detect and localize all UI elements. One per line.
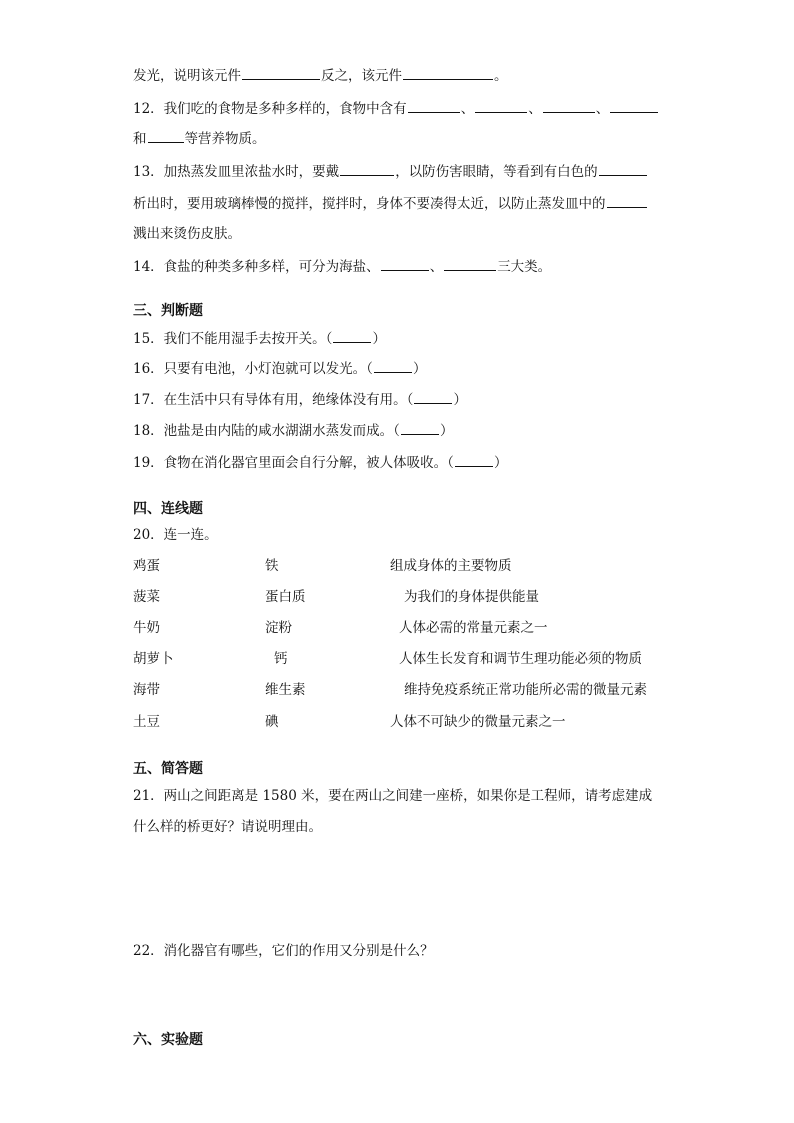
q12-blank-5[interactable] bbox=[148, 129, 184, 143]
match-col3-item[interactable]: 人体生长发育和调节生理功能必须的物质 bbox=[399, 651, 642, 667]
judge-item-text: 19．食物在消化器官里面会自行分解，被人体吸收。（ bbox=[133, 455, 454, 471]
match-col3-item[interactable]: 人体必需的常量元素之一 bbox=[399, 620, 548, 636]
judge-item bbox=[133, 359, 426, 378]
q13-text-c: 析出时，要用玻璃棒慢的搅拌，搅拌时，身体不要凑得太近，以防止蒸发皿中的 bbox=[133, 196, 606, 212]
q11-text-c: 。 bbox=[494, 68, 508, 84]
match-col2-item[interactable]: 维生素 bbox=[265, 682, 306, 698]
q12-end: 等营养物质。 bbox=[184, 131, 266, 147]
match-col2-item[interactable]: 淀粉 bbox=[265, 620, 292, 636]
judge-item-text: 18．池盐是由内陆的咸水湖湖水蒸发而成。（ bbox=[133, 423, 400, 439]
q13-text-d: 溅出来烫伤皮肤。 bbox=[133, 226, 241, 242]
q12-blank-4[interactable] bbox=[610, 99, 658, 113]
match-col2-item[interactable]: 碘 bbox=[265, 714, 279, 730]
match-col2-item[interactable]: 铁 bbox=[265, 558, 279, 574]
section-exp-title: 六、实验题 bbox=[133, 1032, 203, 1048]
q12-sep-2: 、 bbox=[528, 101, 542, 117]
q12-and: 和 bbox=[133, 131, 147, 147]
section-judge-title: 三、判断题 bbox=[133, 303, 203, 319]
q11-text-b: 反之，该元件 bbox=[321, 68, 402, 84]
q14-line bbox=[133, 257, 551, 276]
match-col3-item[interactable]: 为我们的身体提供能量 bbox=[404, 589, 539, 605]
q13-blank-2[interactable] bbox=[599, 162, 647, 176]
q13-line-1 bbox=[133, 162, 648, 181]
q11-blank-1[interactable] bbox=[242, 66, 320, 80]
q11-blank-2[interactable] bbox=[403, 66, 493, 80]
match-col1-item[interactable]: 胡萝卜 bbox=[133, 651, 174, 667]
q12-blank-1[interactable] bbox=[408, 99, 460, 113]
judge-item bbox=[133, 329, 386, 348]
q12-line-2 bbox=[133, 129, 266, 148]
q11-continuation bbox=[133, 66, 508, 85]
q14-text: 14．食盐的种类多种多样，可分为海盐、 bbox=[133, 259, 380, 275]
q14-blank-1[interactable] bbox=[381, 257, 429, 271]
section-match-title: 四、连线题 bbox=[133, 501, 203, 517]
q14-sep: 、 bbox=[429, 259, 444, 275]
judge-answer-blank[interactable] bbox=[401, 421, 439, 435]
judge-item bbox=[133, 390, 467, 409]
judge-item-text: 17．在生活中只有导体有用，绝缘体没有用。（ bbox=[133, 392, 414, 408]
q12-text: 12．我们吃的食物是多种多样的，食物中含有 bbox=[133, 101, 407, 117]
judge-item-text: 15．我们不能用湿手去按开关。（ bbox=[133, 331, 333, 347]
match-col1-item[interactable]: 牛奶 bbox=[133, 620, 160, 636]
q14-blank-2[interactable] bbox=[444, 257, 496, 271]
match-col2-item[interactable]: 钙 bbox=[274, 651, 288, 667]
section-short-title: 五、简答题 bbox=[133, 761, 203, 777]
judge-item-text: 16．只要有电池，小灯泡就可以发光。（ bbox=[133, 361, 373, 377]
judge-paren-close: ） bbox=[372, 331, 386, 347]
judge-paren-close: ） bbox=[439, 423, 454, 439]
match-col1-item[interactable]: 菠菜 bbox=[133, 589, 160, 605]
match-col3-item[interactable]: 人体不可缺少的微量元素之一 bbox=[390, 714, 566, 730]
q12-blank-3[interactable] bbox=[543, 99, 595, 113]
match-prompt: 20．连一连。 bbox=[133, 527, 218, 543]
q12-line-1 bbox=[133, 99, 659, 118]
q13-text-b: ，以防伤害眼睛，等看到有白色的 bbox=[395, 164, 598, 180]
q22-line: 22．消化器官有哪些，它们的作用又分别是什么？ bbox=[133, 943, 434, 959]
judge-paren-close: ） bbox=[453, 392, 467, 408]
match-col2-item[interactable]: 蛋白质 bbox=[265, 589, 306, 605]
match-col3-item[interactable]: 组成身体的主要物质 bbox=[390, 558, 512, 574]
q11-text-a: 发光，说明该元件 bbox=[133, 68, 241, 84]
judge-answer-blank[interactable] bbox=[374, 359, 412, 373]
q12-sep-3: 、 bbox=[595, 101, 610, 117]
match-col1-item[interactable]: 鸡蛋 bbox=[133, 558, 160, 574]
judge-item bbox=[133, 453, 507, 472]
q13-line-2 bbox=[133, 194, 648, 213]
judge-paren-close: ） bbox=[493, 455, 508, 471]
q21-line-2: 什么样的桥更好？请说明理由。 bbox=[133, 819, 322, 835]
judge-answer-blank[interactable] bbox=[414, 390, 452, 404]
judge-answer-blank[interactable] bbox=[333, 329, 371, 343]
q12-blank-2[interactable] bbox=[475, 99, 527, 113]
q13-blank-1[interactable] bbox=[340, 162, 394, 176]
q13-line-3 bbox=[133, 225, 241, 243]
q21-line-1: 21．两山之间距离是 1580 米，要在两山之间建一座桥，如果你是工程师，请考虑建成 bbox=[133, 788, 653, 804]
q12-sep-1: 、 bbox=[460, 101, 475, 117]
q13-text-a: 13．加热蒸发皿里浓盐水时，要戴 bbox=[133, 164, 340, 180]
judge-paren-close: ） bbox=[412, 361, 427, 377]
judge-answer-blank[interactable] bbox=[455, 453, 493, 467]
q14-end: 三大类。 bbox=[497, 259, 552, 275]
judge-item bbox=[133, 421, 453, 440]
match-col1-item[interactable]: 海带 bbox=[133, 682, 160, 698]
match-col1-item[interactable]: 土豆 bbox=[133, 714, 160, 730]
match-col3-item[interactable]: 维持免疫系统正常功能所必需的微量元素 bbox=[404, 682, 647, 698]
q13-blank-3[interactable] bbox=[607, 194, 647, 208]
